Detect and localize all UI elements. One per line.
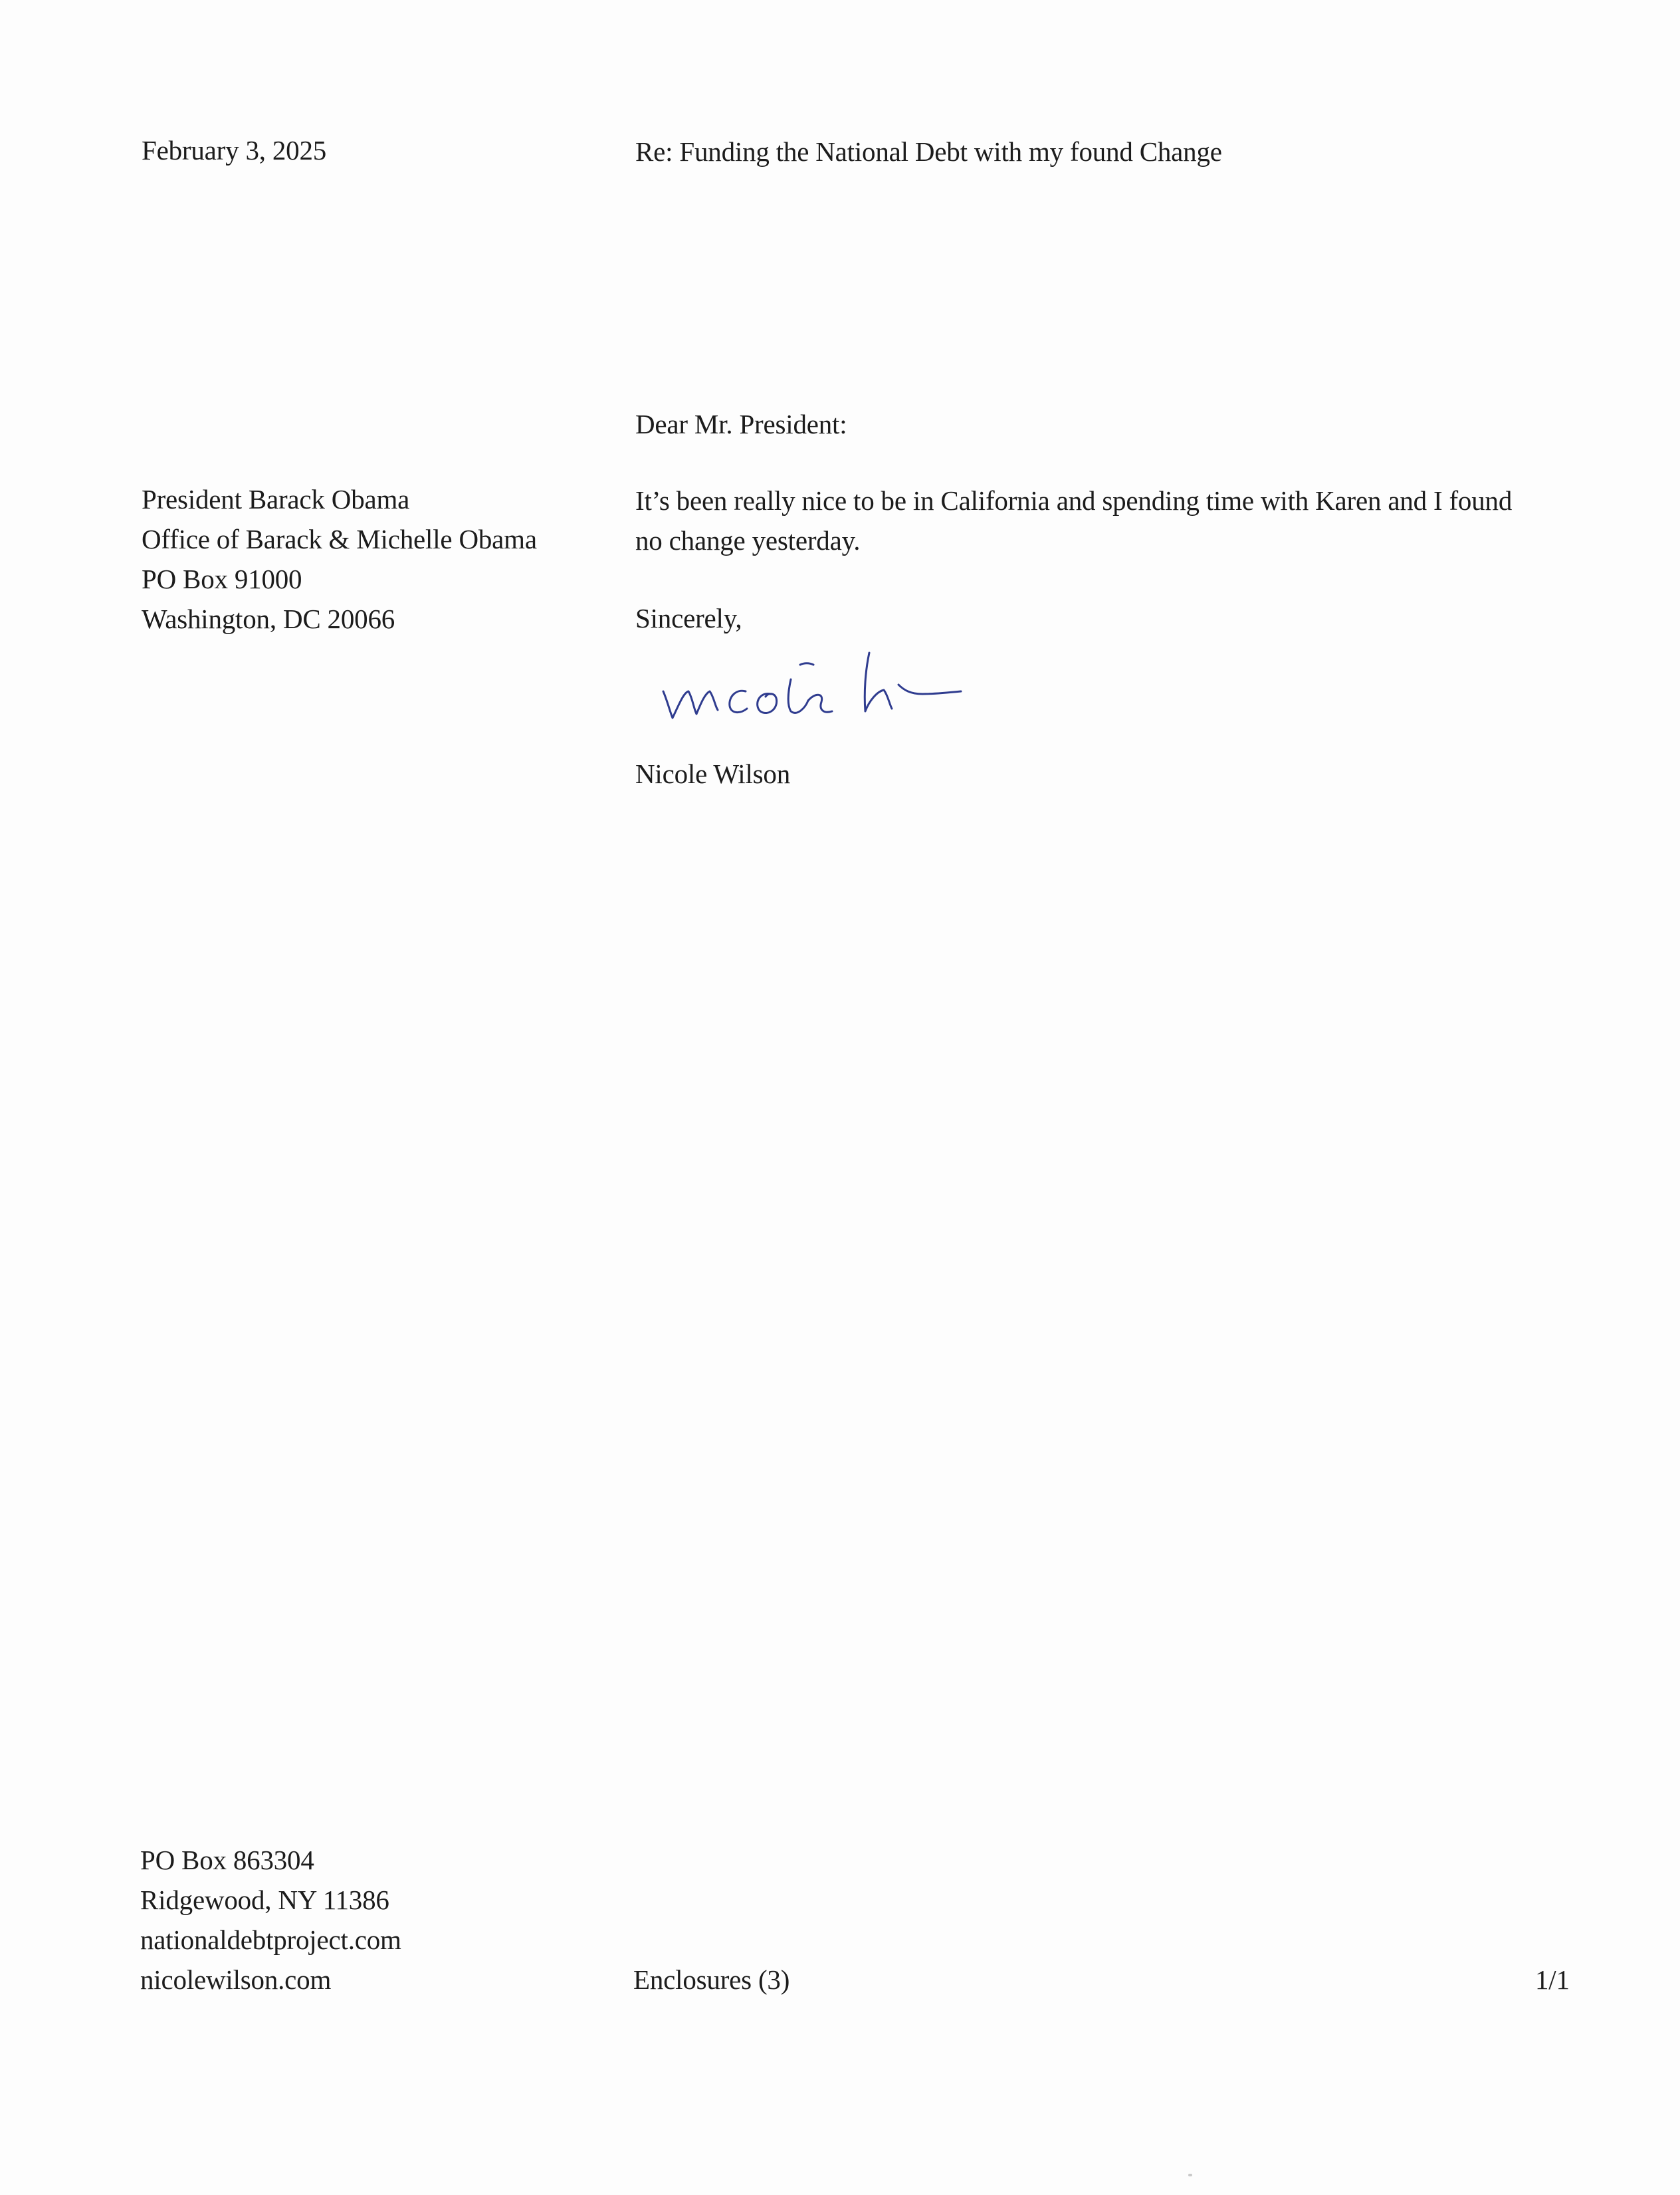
recipient-line: Office of Barack & Michelle Obama xyxy=(142,524,537,554)
subject-line: Re: Funding the National Debt with my found Change xyxy=(635,136,1222,167)
closing: Sincerely, xyxy=(635,603,742,634)
salutation: Dear Mr. President: xyxy=(635,409,847,439)
sender-line: Ridgewood, NY 11386 xyxy=(140,1885,389,1915)
recipient-address xyxy=(142,479,537,639)
recipient-line: Washington, DC 20066 xyxy=(142,604,395,634)
sender-website: nicolewilson.com xyxy=(140,1964,332,1995)
enclosures-note: Enclosures (3) xyxy=(633,1964,790,1995)
body-line: no change yesterday. xyxy=(635,525,861,556)
body-line: It’s been really nice to be in California and spending time with Karen and I found xyxy=(635,485,1513,516)
sender-address xyxy=(140,1840,401,2000)
recipient-line: PO Box 91000 xyxy=(142,564,302,594)
sender-line: PO Box 863304 xyxy=(140,1845,314,1875)
page-number: 1/1 xyxy=(1535,1964,1570,1995)
signer-name: Nicole Wilson xyxy=(635,758,790,789)
signature-strokes xyxy=(663,653,961,718)
scan-speck xyxy=(1188,2174,1192,2176)
letter-date: February 3, 2025 xyxy=(142,135,327,166)
sender-website: nationaldebtproject.com xyxy=(140,1924,401,1955)
letter-body xyxy=(635,481,1512,560)
handwritten-signature xyxy=(658,645,970,731)
recipient-line: President Barack Obama xyxy=(142,484,410,515)
